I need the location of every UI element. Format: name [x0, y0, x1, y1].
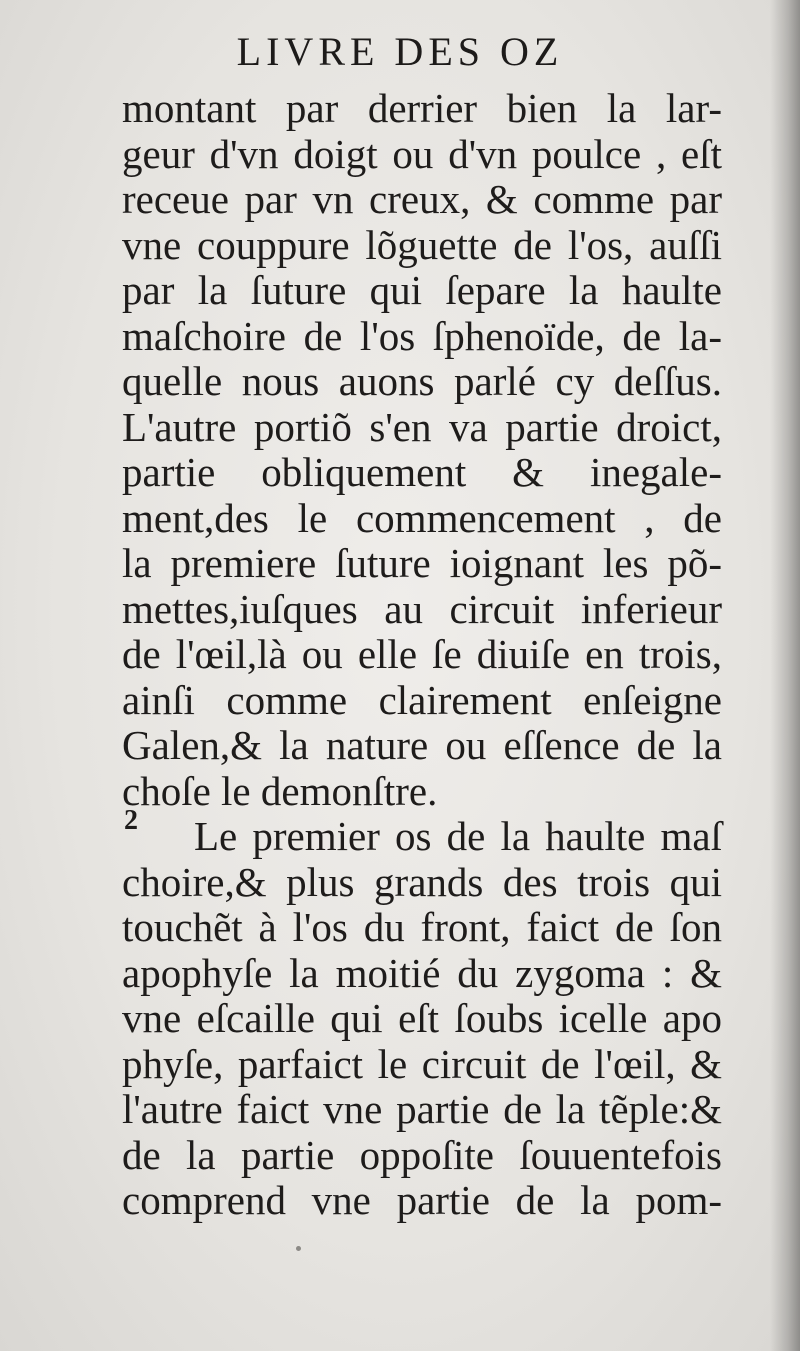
text-line: Le premier os de la haulte maſ [194, 813, 722, 859]
text-line: L'autre portiõ s'en va partie droict, [122, 403, 722, 450]
text-line: quelle nous auons parlé cy deſſus. [122, 358, 722, 404]
text-line: choſe le demonſtre. [122, 767, 438, 814]
text-line: geur d'vn doigt ou d'vn poulce , eſt [122, 130, 722, 177]
running-head: LIVRE DES OZ [236, 29, 564, 74]
text-line: Galen,& la nature ou eſſence de la [122, 722, 722, 768]
text-line: la premiere ſuture ioignant les põ- [122, 540, 722, 586]
text-line: comprend vne partie de la pom- [122, 1177, 722, 1223]
text-line: l'autre faict vne partie de la tẽple:& [122, 1086, 722, 1132]
ink-speck [296, 1246, 301, 1251]
text-line: receue par vn creux, & comme par [122, 176, 722, 222]
text-line: choire,& plus grands des trois qui [122, 858, 722, 905]
text-line: vne eſcaille qui eſt ſoubs icelle apo [122, 995, 722, 1041]
text-line: phyſe, parfaict le circuit de l'œil, & [122, 1040, 722, 1087]
body-text [122, 86, 722, 1224]
text-line: touchẽt à l'os du front, faict de ſon [122, 904, 722, 950]
text-line: vne couppure lõguette de l'os, auſſi [122, 221, 722, 268]
text-line: ainſi comme clairement enſeigne [122, 676, 722, 723]
text-line: montant par derrier bien la lar- [122, 85, 722, 131]
text-line: partie obliquement & inegale- [122, 449, 722, 495]
text-line: de l'œil,là ou elle ſe diuiſe en trois, [122, 631, 722, 677]
text-line: apophyſe la moitié du zygoma : & [122, 949, 722, 996]
page-gutter-shadow [770, 0, 800, 1351]
text-line: de la partie oppoſite ſouuentefois [122, 1131, 722, 1178]
text-line: ment,des le commencement , de [122, 494, 722, 541]
text-line: par la ſuture qui ſepare la haulte [122, 267, 722, 313]
text-line: mettes,iuſques au circuit inferieur [122, 585, 722, 632]
paragraph-number: 2 [124, 805, 138, 836]
text-line: maſchoire de l'os ſphenoïde, de la- [122, 312, 722, 359]
